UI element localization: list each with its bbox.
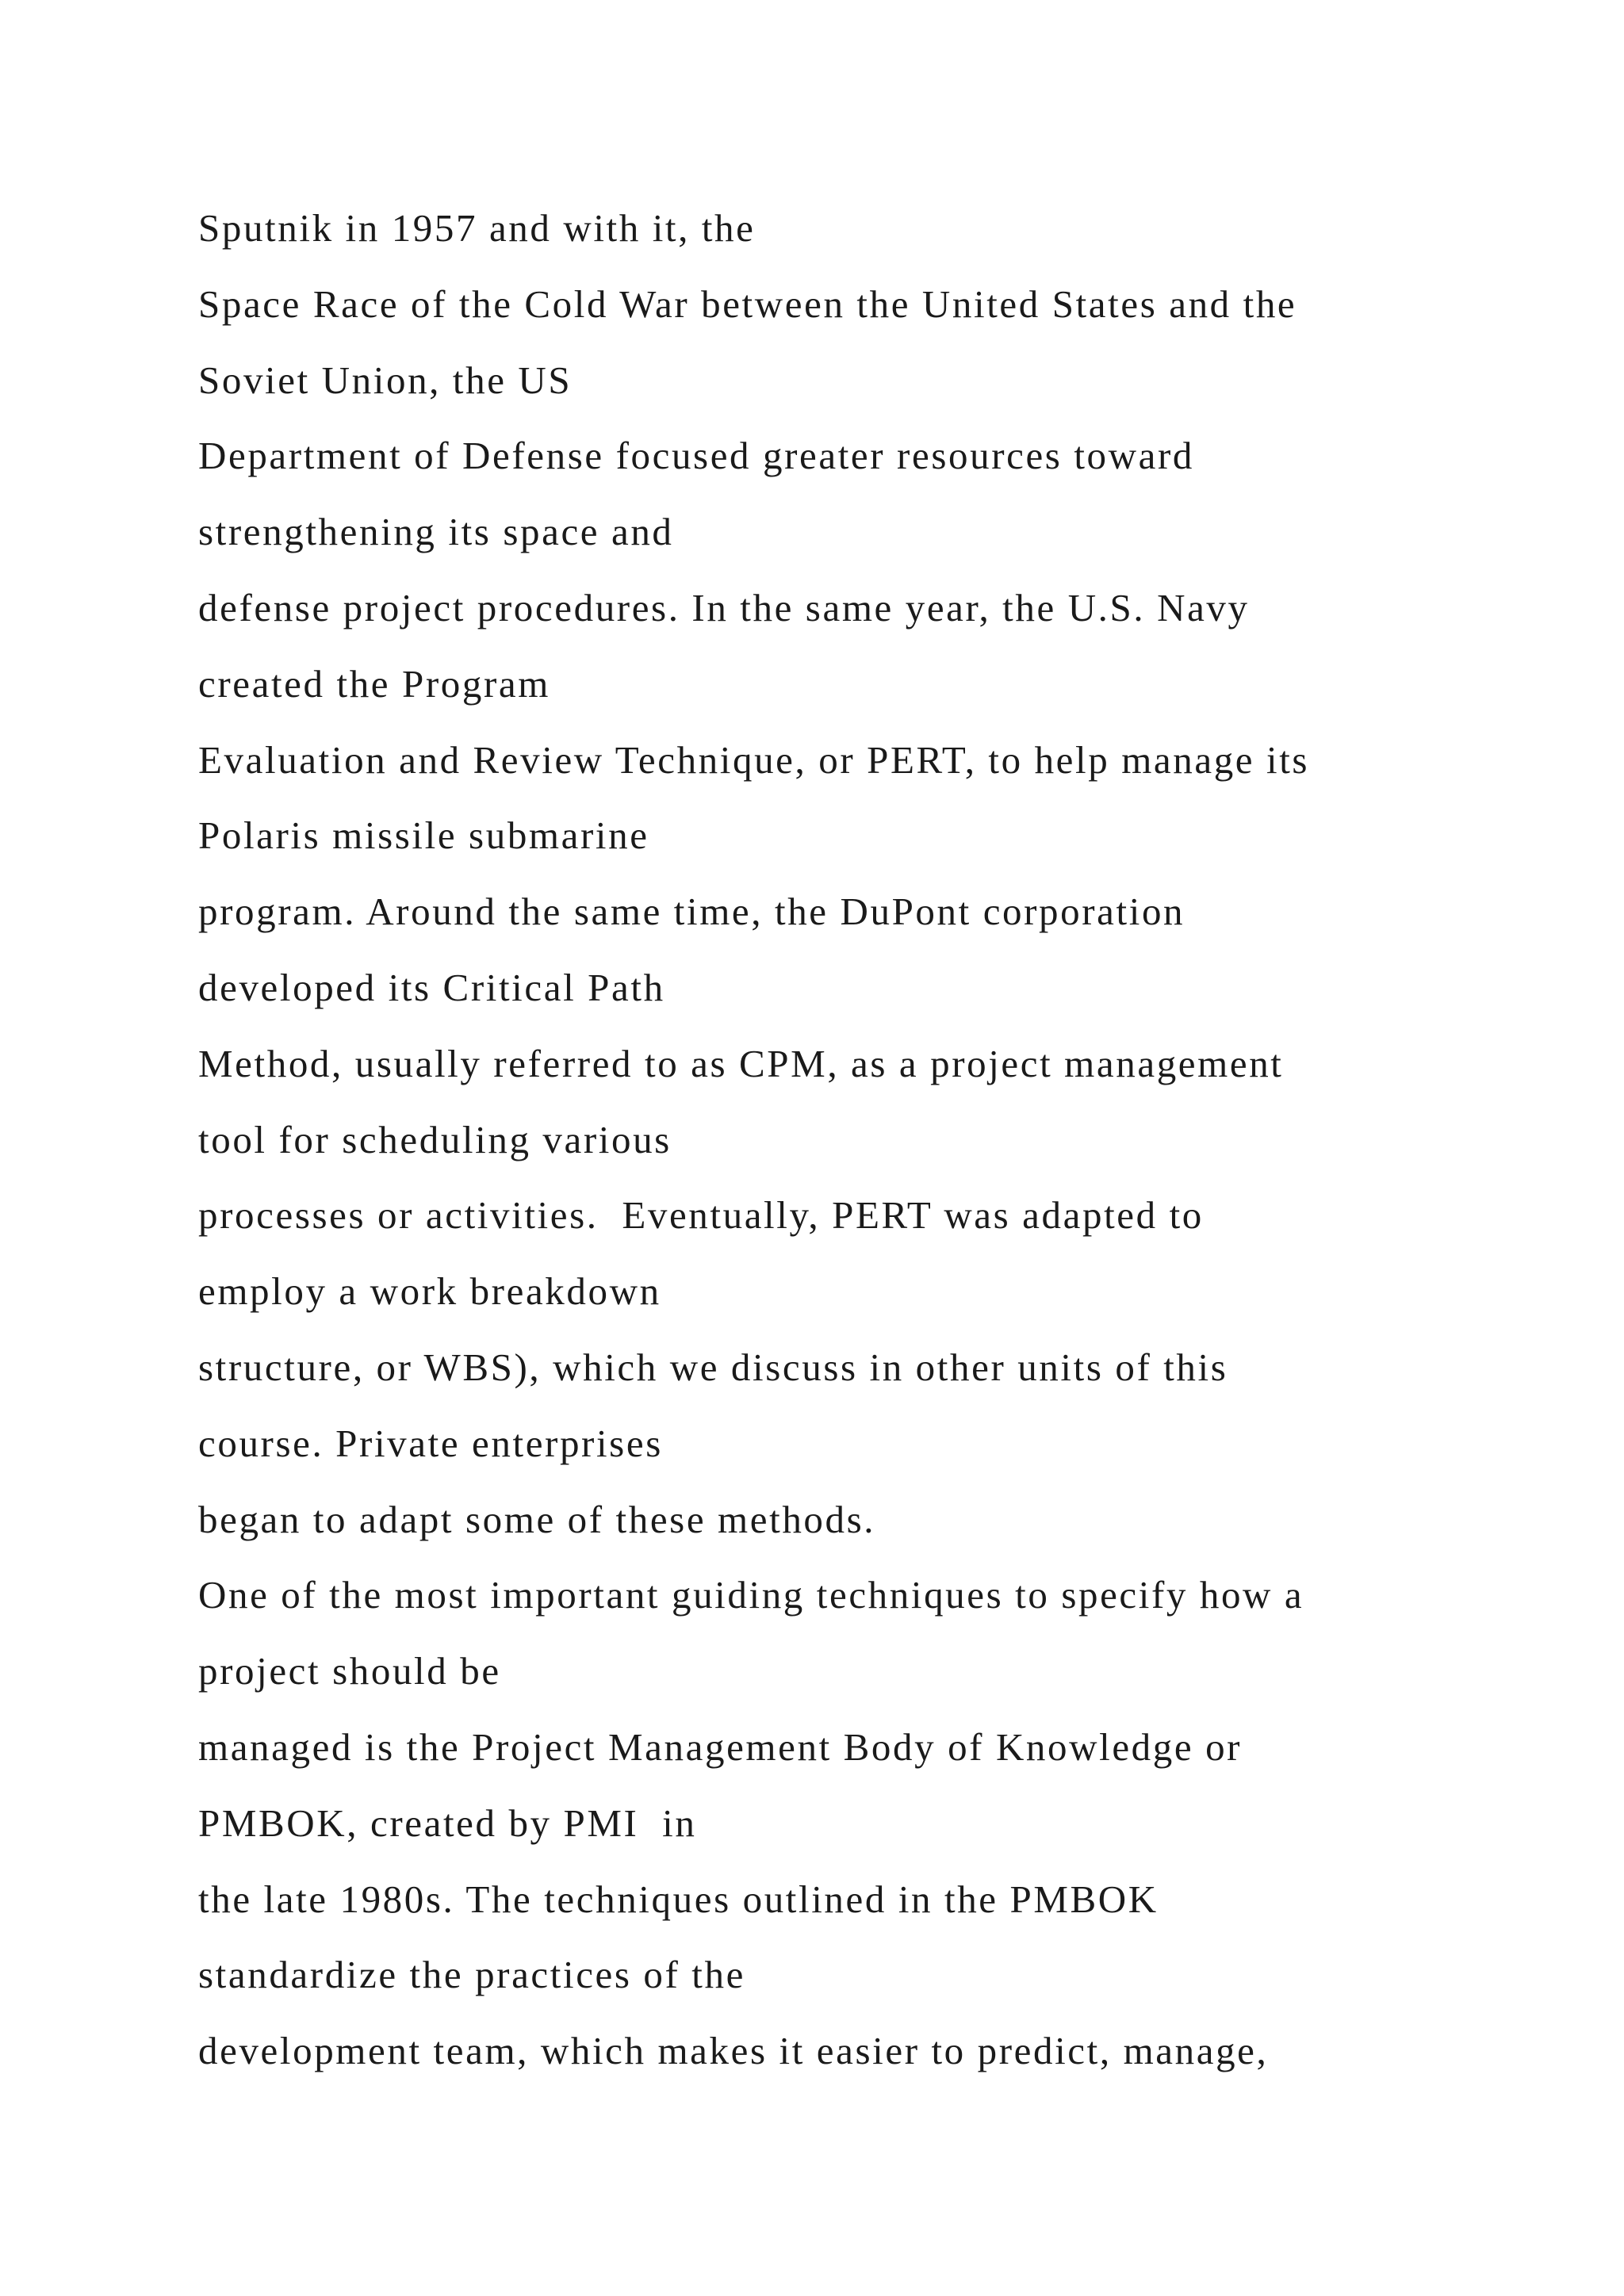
text-line: structure, or WBS), which we discuss in other units of this <box>198 1345 1228 1389</box>
text-line: tool for scheduling various <box>198 1117 672 1161</box>
text-line: Department of Defense focused greater resources toward <box>198 434 1194 478</box>
text-line: Space Race of the Cold War between the United States and the <box>198 281 1297 326</box>
text-line: Evaluation and Review Technique, or PERT, to help manage its <box>198 737 1310 782</box>
text-line: began to adapt some of these methods. <box>198 1497 876 1541</box>
text-line: strengthening its space and <box>198 510 674 554</box>
text-line: developed its Critical Path <box>198 965 665 1009</box>
text-line: One of the most important guiding techniques to specify how a <box>198 1573 1304 1617</box>
text-line: program. Around the same time, the DuPont corporation <box>198 890 1185 934</box>
text-line: the late 1980s. The techniques outlined in the PMBOK <box>198 1877 1159 1921</box>
text-line: PMBOK, created by PMI in <box>198 1800 697 1845</box>
text-line: standardize the practices of the <box>198 1953 745 1997</box>
text-line: project should be <box>198 1649 501 1693</box>
text-line: defense project procedures. In the same year, the U.S. Navy <box>198 585 1250 629</box>
text-line: Polaris missile submarine <box>198 813 649 858</box>
text-line: development team, which makes it easier to predict, manage, <box>198 2029 1269 2073</box>
text-line: processes or activities. Eventually, PERT was adapted to <box>198 1193 1204 1238</box>
text-line: Method, usually referred to as CPM, as a project management <box>198 1041 1284 1085</box>
text-line: managed is the Project Management Body of Knowledge or <box>198 1724 1243 1769</box>
body-text <box>198 190 1546 2089</box>
text-line: employ a work breakdown <box>198 1269 661 1314</box>
text-line: Sputnik in 1957 and with it, the <box>198 206 756 250</box>
text-line: course. Private enterprises <box>198 1421 663 1465</box>
text-line: created the Program <box>198 661 550 706</box>
text-line: Soviet Union, the US <box>198 358 573 402</box>
